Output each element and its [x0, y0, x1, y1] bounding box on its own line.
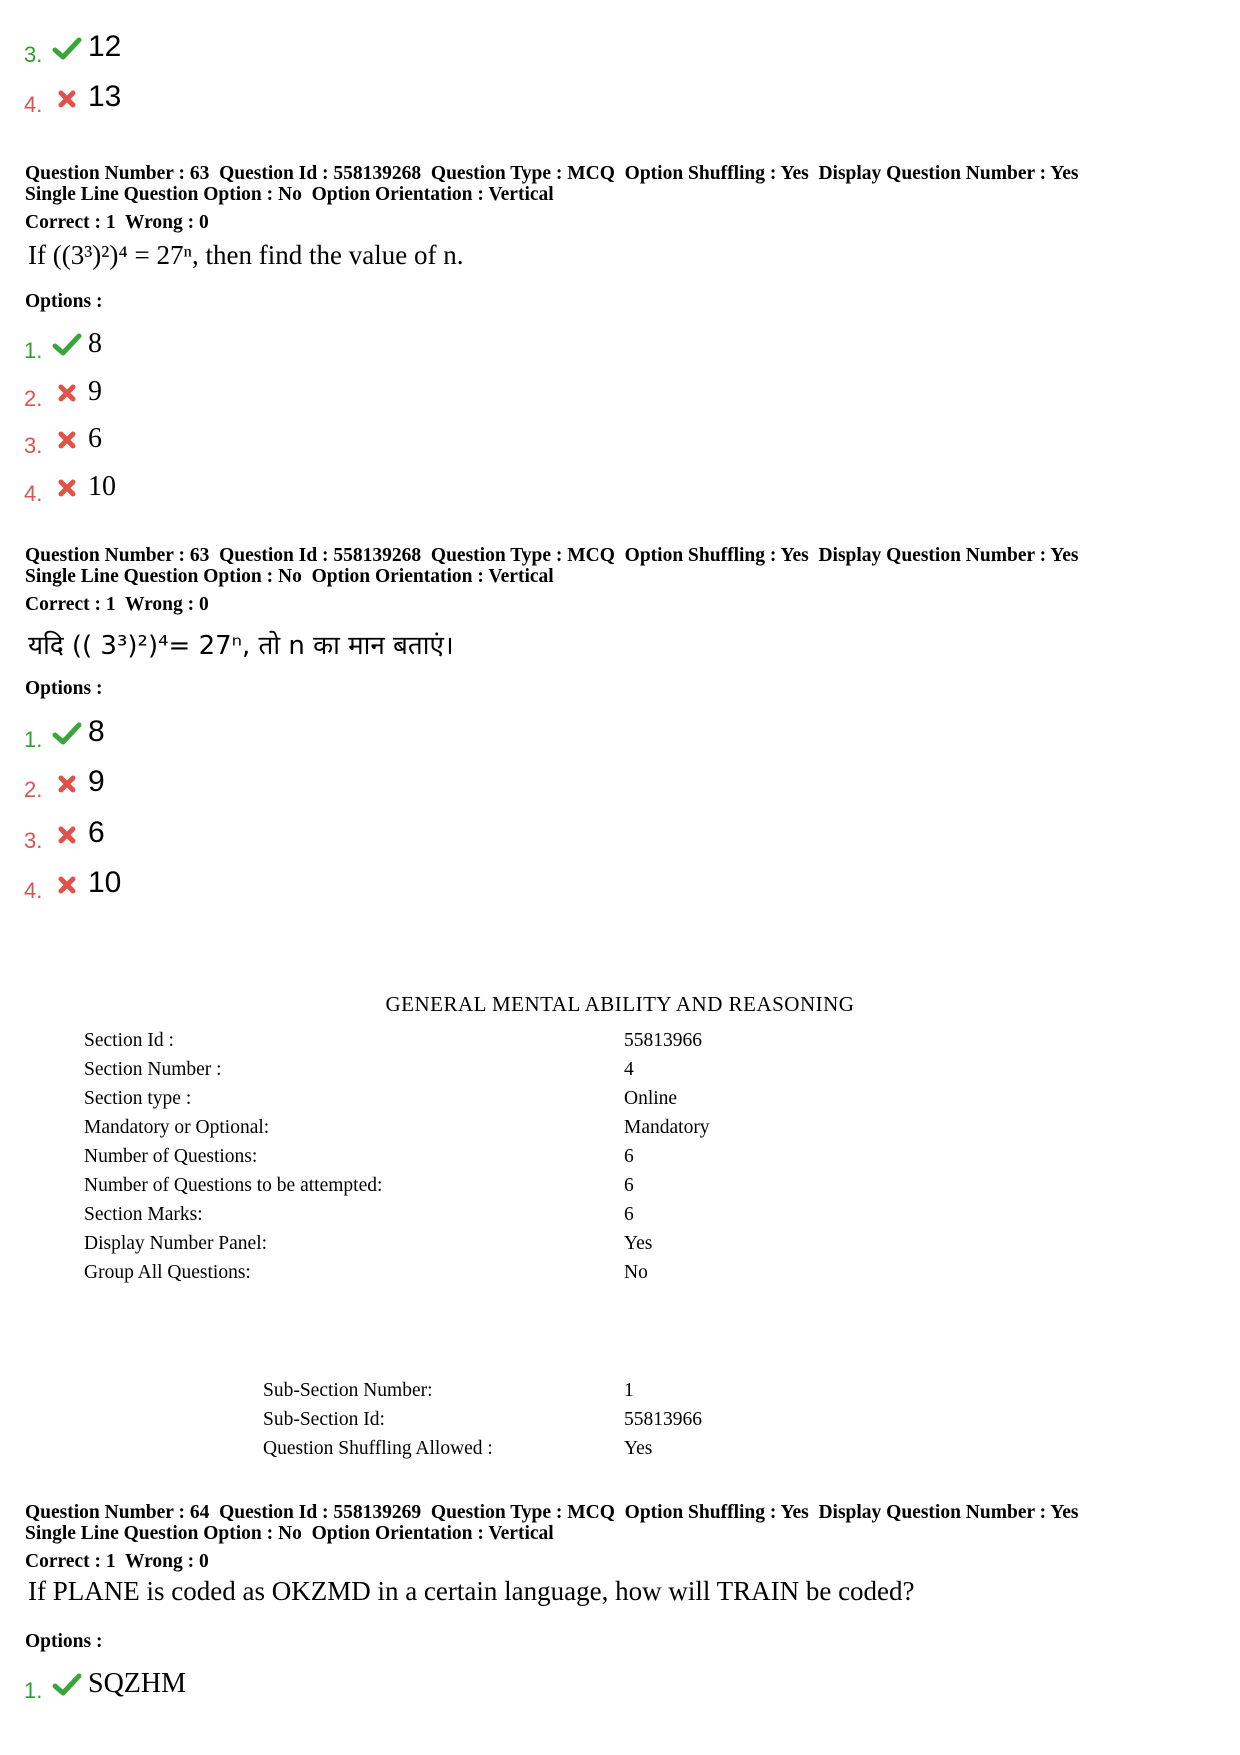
option-row: [24, 22, 121, 66]
section-value: No: [624, 1262, 648, 1283]
section-value: Online: [624, 1088, 678, 1109]
option-row: [24, 413, 102, 457]
check-mark-icon: [52, 36, 82, 62]
option-row: [24, 72, 121, 116]
option-number: 3.: [24, 433, 43, 458]
cross-mark-icon: [52, 822, 82, 848]
section-value: 6: [624, 1204, 634, 1225]
subsection-value: Yes: [624, 1438, 653, 1459]
section-key: Display Number Panel:: [84, 1233, 268, 1254]
option-text: 13: [88, 80, 122, 113]
section-key: Number of Questions:: [84, 1146, 258, 1167]
option-number: 3.: [24, 42, 43, 67]
question-header: [25, 545, 1078, 587]
option-number: 3.: [24, 828, 43, 853]
option-row: [24, 318, 102, 362]
cross-mark-icon: [52, 380, 82, 406]
option-text: 8: [88, 328, 102, 359]
question-meta-line-1: Question Number : 63 Question Id : 558139268 Question Type : MCQ Option Shuffling : Yes Display Question Number : Yes: [25, 163, 1079, 184]
question-header: [25, 1502, 1078, 1544]
option-text: 10: [88, 471, 116, 502]
subsection-key: Sub-Section Number:: [263, 1380, 433, 1401]
option-row: [24, 808, 105, 852]
cross-mark-icon: [52, 475, 82, 501]
question-marks: Correct : 1 Wrong : 0: [25, 594, 209, 615]
option-row: [24, 366, 102, 410]
question-marks: Correct : 1 Wrong : 0: [25, 1551, 209, 1572]
options-label: Options :: [25, 678, 103, 699]
section-key: Number of Questions to be attempted:: [84, 1175, 383, 1196]
cross-mark-icon: [52, 771, 82, 797]
option-row: [24, 757, 105, 801]
question-marks: Correct : 1 Wrong : 0: [25, 212, 209, 233]
option-row: [24, 707, 105, 751]
question-text: If ((3³)²)⁴ = 27ⁿ, then find the value of n.: [28, 240, 464, 270]
question-text: If PLANE is coded as OKZMD in a certain language, how will TRAIN be coded?: [28, 1576, 915, 1606]
option-text: 6: [88, 816, 105, 849]
section-key: Section Number :: [84, 1059, 222, 1080]
option-text: 8: [88, 715, 105, 748]
option-number: 2.: [24, 386, 43, 411]
option-row: [24, 1658, 186, 1702]
options-label: Options :: [25, 1631, 103, 1652]
subsection-value: 55813966: [624, 1409, 702, 1430]
option-text: 9: [88, 765, 105, 798]
question-meta-line-2: Single Line Question Option : No Option Orientation : Vertical: [25, 1523, 554, 1544]
option-text: 9: [88, 376, 102, 407]
option-number: 4.: [24, 878, 43, 903]
question-header: [25, 163, 1078, 205]
section-value: Mandatory: [624, 1117, 710, 1138]
option-row: [24, 461, 116, 505]
question-meta-line-2: Single Line Question Option : No Option Orientation : Vertical: [25, 184, 554, 205]
section-value: 55813966: [624, 1030, 702, 1051]
section-title: GENERAL MENTAL ABILITY AND REASONING: [385, 992, 855, 1016]
question-meta-line-2: Single Line Question Option : No Option Orientation : Vertical: [25, 566, 554, 587]
question-text: यदि (( 3³)²)⁴= 27ⁿ, तो n का मान बताएं।: [28, 631, 454, 661]
section-key: Group All Questions:: [84, 1262, 251, 1283]
subsection-value: 1: [624, 1380, 634, 1401]
option-text: 10: [88, 866, 122, 899]
section-value: 6: [624, 1146, 634, 1167]
cross-mark-icon: [52, 872, 82, 898]
check-mark-icon: [52, 332, 82, 358]
section-key: Section type :: [84, 1088, 192, 1109]
option-number: 4.: [24, 481, 43, 506]
option-number: 1.: [24, 1678, 43, 1703]
option-number: 4.: [24, 92, 43, 117]
subsection-key: Sub-Section Id:: [263, 1409, 385, 1430]
check-mark-icon: [52, 1672, 82, 1698]
section-value: Yes: [624, 1233, 653, 1254]
check-mark-icon: [52, 721, 82, 747]
option-text: 6: [88, 423, 102, 454]
question-meta-line-1: Question Number : 64 Question Id : 558139269 Question Type : MCQ Option Shuffling : Yes Display Question Number : Yes: [25, 1502, 1079, 1523]
option-number: 1.: [24, 338, 43, 363]
section-key: Section Marks:: [84, 1204, 203, 1225]
option-number: 1.: [24, 727, 43, 752]
section-key: Section Id :: [84, 1030, 174, 1051]
question-meta-line-1: Question Number : 63 Question Id : 558139268 Question Type : MCQ Option Shuffling : Yes Display Question Number : Yes: [25, 545, 1079, 566]
option-row: [24, 858, 121, 902]
section-key: Mandatory or Optional:: [84, 1117, 270, 1138]
option-text: 12: [88, 30, 122, 63]
section-value: 4: [624, 1059, 634, 1080]
option-text: SQZHM: [88, 1668, 187, 1699]
cross-mark-icon: [52, 86, 82, 112]
cross-mark-icon: [52, 427, 82, 453]
section-value: 6: [624, 1175, 634, 1196]
options-label: Options :: [25, 291, 103, 312]
subsection-key: Question Shuffling Allowed :: [263, 1438, 493, 1459]
option-number: 2.: [24, 777, 43, 802]
